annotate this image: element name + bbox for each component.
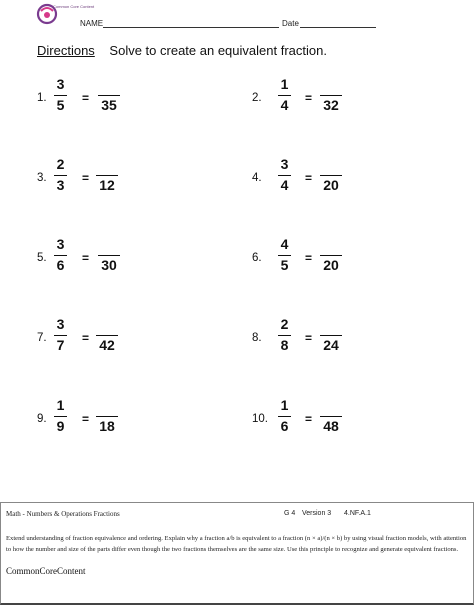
problem-number: 3. xyxy=(37,172,47,184)
answer-denominator: 18 xyxy=(99,418,115,434)
equals-sign: = xyxy=(305,251,313,265)
equals-sign: = xyxy=(82,251,90,265)
denominator: 8 xyxy=(280,337,289,353)
directions-text: Solve to create an equivalent fraction. xyxy=(109,43,327,58)
denominator: 4 xyxy=(280,177,289,193)
numerator: 3 xyxy=(56,76,65,92)
date-label: Date xyxy=(282,19,299,28)
footer-domain: Math - Numbers & Operations Fractions xyxy=(6,510,120,518)
problem-number: 5. xyxy=(37,252,47,264)
answer-denominator: 24 xyxy=(323,337,339,353)
answer-denominator: 32 xyxy=(323,97,339,113)
numerator: 1 xyxy=(56,397,65,413)
directions-label: Directions xyxy=(37,43,95,58)
fraction-bar xyxy=(278,175,291,176)
denominator: 6 xyxy=(280,418,289,434)
answer-blank[interactable] xyxy=(96,416,118,417)
answer-denominator: 12 xyxy=(99,177,115,193)
answer-denominator: 30 xyxy=(101,257,117,273)
equals-sign: = xyxy=(305,91,313,105)
footer-standard-code: 4.NF.A.1 xyxy=(344,510,371,517)
denominator: 7 xyxy=(56,337,65,353)
numerator: 2 xyxy=(56,156,65,172)
problem-number: 6. xyxy=(252,252,262,264)
answer-blank[interactable] xyxy=(320,175,342,176)
standards-footer xyxy=(0,502,474,605)
numerator: 3 xyxy=(280,156,289,172)
problem-number: 2. xyxy=(252,92,262,104)
answer-blank[interactable] xyxy=(98,95,120,96)
equals-sign: = xyxy=(305,412,313,426)
equals-sign: = xyxy=(305,171,313,185)
logo-text: Common Core Content xyxy=(53,4,95,9)
fraction-bar xyxy=(54,416,67,417)
problem-number: 8. xyxy=(252,332,262,344)
answer-blank[interactable] xyxy=(320,416,342,417)
numerator: 4 xyxy=(280,236,289,252)
answer-blank[interactable] xyxy=(98,255,120,256)
denominator: 9 xyxy=(56,418,65,434)
answer-blank[interactable] xyxy=(96,175,118,176)
name-field[interactable] xyxy=(103,27,279,28)
date-field[interactable] xyxy=(300,27,376,28)
equals-sign: = xyxy=(82,331,90,345)
equals-sign: = xyxy=(82,91,90,105)
fraction-bar xyxy=(54,175,67,176)
problem-number: 7. xyxy=(37,332,47,344)
name-label: NAME xyxy=(80,19,104,28)
answer-denominator: 42 xyxy=(99,337,115,353)
numerator: 3 xyxy=(56,316,65,332)
answer-denominator: 20 xyxy=(323,257,339,273)
numerator: 3 xyxy=(56,236,65,252)
problem-number: 10. xyxy=(252,413,268,425)
denominator: 4 xyxy=(280,97,289,113)
fraction-bar xyxy=(54,335,67,336)
answer-denominator: 20 xyxy=(323,177,339,193)
answer-blank[interactable] xyxy=(320,255,342,256)
footer-grade: G 4 xyxy=(284,510,296,517)
numerator: 1 xyxy=(280,76,289,92)
equals-sign: = xyxy=(82,412,90,426)
fraction-bar xyxy=(54,255,67,256)
footer-brand: CommonCoreContent xyxy=(6,566,86,576)
answer-denominator: 48 xyxy=(323,418,339,434)
equals-sign: = xyxy=(305,331,313,345)
denominator: 5 xyxy=(56,97,65,113)
fraction-bar xyxy=(278,255,291,256)
fraction-bar xyxy=(54,95,67,96)
fraction-bar xyxy=(278,416,291,417)
problem-number: 1. xyxy=(37,92,47,104)
numerator: 1 xyxy=(280,397,289,413)
problem-number: 9. xyxy=(37,413,47,425)
fraction-bar xyxy=(278,335,291,336)
denominator: 5 xyxy=(280,257,289,273)
footer-standard-text: Extend understanding of fraction equivalence and ordering. Explain why a fraction a/b is equivalent to a fraction (n × a)/(n × b) by using visual fraction models, with attention to how the number and size of the parts differ even though the two fractions themselves are the same size. Use this principle to recognize and generate equivalent fractions. xyxy=(6,535,467,553)
answer-blank[interactable] xyxy=(320,335,342,336)
answer-denominator: 35 xyxy=(101,97,117,113)
answer-blank[interactable] xyxy=(320,95,342,96)
fraction-bar xyxy=(278,95,291,96)
footer-version: Version 3 xyxy=(302,510,332,517)
problem-number: 4. xyxy=(252,172,262,184)
denominator: 6 xyxy=(56,257,65,273)
equals-sign: = xyxy=(82,171,90,185)
numerator: 2 xyxy=(280,316,289,332)
directions xyxy=(37,43,327,58)
answer-blank[interactable] xyxy=(96,335,118,336)
denominator: 3 xyxy=(56,177,65,193)
